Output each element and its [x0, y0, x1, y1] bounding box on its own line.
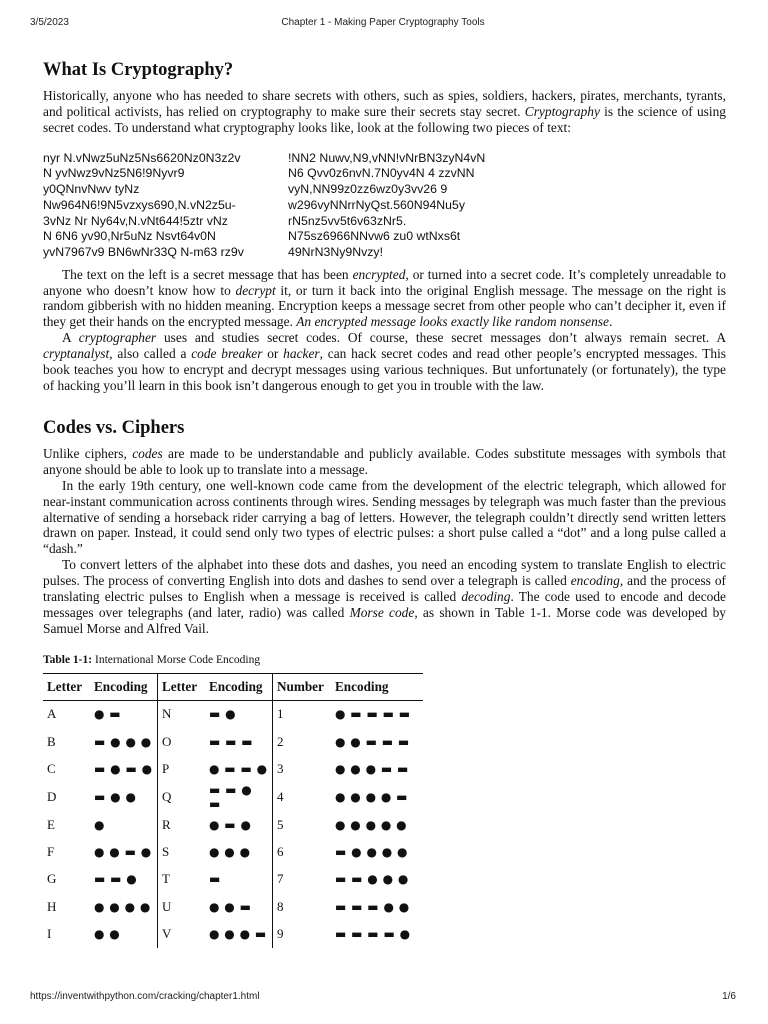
- emphasis-term: cryptographer: [78, 330, 157, 346]
- letter-cell: H: [47, 898, 57, 914]
- encoding-cell: ● ● ● ● ▬: [335, 789, 408, 804]
- number-cell: 2: [273, 728, 332, 755]
- text-run: , can hack secret codes and read other people’s encrypted messages. This book teaches you how to encrypt and decrypt messages using various techniques. But unfortunately (or fortunately), the type of hacking you’ll learn in this book isn’t dangerous enough to get you in trouble with the law.: [43, 346, 727, 393]
- emphasis-term: encrypted: [352, 266, 406, 282]
- text-run: Historically, anyone who has needed to share secrets with others, such as spies, soldiers, hackers, pirates, merchants, tyrants, and political activists, has relied on cryptography to make sure their secrets stay secret.: [43, 88, 726, 119]
- page-content: [43, 58, 726, 948]
- encoding-cell: ▬ ● ●: [94, 789, 137, 804]
- number-cell: 9: [273, 921, 332, 948]
- heading-what-is-cryptography: What Is Cryptography?: [43, 60, 234, 80]
- letter-cell: Q: [158, 783, 206, 811]
- emphasis-term: decrypt: [235, 282, 276, 298]
- table-row: [43, 866, 423, 893]
- letter-cell: F: [47, 844, 55, 860]
- letter-cell: C: [47, 761, 56, 777]
- table-row: [43, 921, 423, 948]
- encoding-cell: ● ● ● ▬: [209, 927, 267, 942]
- encoding-cell: ● ● ▬: [209, 899, 252, 914]
- number-cell: 7: [273, 866, 332, 893]
- heading-codes-vs-ciphers: Codes vs. Ciphers: [43, 417, 185, 438]
- cipher-line: y0QNnvNwv tyNz: [43, 182, 140, 197]
- paragraph-encoding: [43, 557, 726, 637]
- encoding-cell: ▬ ● ▬ ●: [94, 762, 153, 777]
- text-run: it, or turn it back into the original English message. The message on the right is random gibberish with no hidden meaning. Encryption keeps a message secret from other people who can’t decipher it, even if they get their hands on the encrypted message.: [43, 282, 726, 330]
- number-cell: 6: [273, 838, 332, 865]
- number-cell: 1: [273, 700, 332, 728]
- encoding-cell: ● ● ● ●: [94, 899, 151, 914]
- text-run: To convert letters of the alphabet into these dots and dashes, you need an encoding system to translate English to electric pulses. The process of converting English into dots and dashes to send over a telegraph is called: [43, 557, 726, 589]
- emphasis-term: codes: [132, 445, 163, 461]
- table-row: [43, 783, 423, 811]
- encoding-cell: ▬ ●: [209, 707, 237, 722]
- encoding-cell: ▬ ▬ ▬: [209, 734, 254, 749]
- number-cell: 4: [273, 783, 332, 811]
- encoding-cell: ▬ ▬ ▬ ● ●: [335, 899, 410, 914]
- encoding-cell: ▬: [209, 872, 221, 887]
- cipher-line: yvN7967v9 BN6wNr33Q N-m63 rz9v: [43, 244, 244, 259]
- emphasis-term: cryptanalyst: [43, 346, 110, 362]
- text-run: , as shown in Table 1-1. Morse code was developed by Samuel Morse and Alfred Vail.: [43, 604, 726, 636]
- emphasis-term: code breaker: [191, 346, 263, 362]
- encoding-cell: ● ● ●: [209, 845, 251, 860]
- letter-cell: R: [158, 811, 206, 838]
- encoding-cell: ● ▬: [94, 707, 122, 722]
- encrypted-text-block: [43, 151, 288, 261]
- cipher-example: [43, 151, 726, 261]
- letter-cell: S: [158, 838, 206, 865]
- table-row: [43, 811, 423, 838]
- encoding-cell: ● ▬ ▬ ▬ ▬: [335, 707, 411, 722]
- table-row: [43, 728, 423, 755]
- text-run: Unlike ciphers,: [43, 445, 133, 461]
- letter-cell: O: [158, 728, 206, 755]
- cipher-line: nyr N.vNwz5uNz5Ns6620Nz0N3z2v: [43, 150, 241, 165]
- morse-code-table: [43, 673, 423, 948]
- header-letter: Letter: [43, 673, 90, 700]
- encoding-cell: ● ● ● ▬ ▬: [335, 762, 409, 777]
- print-url: https://inventwithpython.com/cracking/chapter1.html: [30, 991, 260, 1002]
- encoding-cell: ▬ ▬ ▬ ▬ ●: [335, 927, 411, 942]
- text-run: . The code used to encode and decode messages over telegraphs (and later, radio) was called: [43, 589, 727, 620]
- encoding-cell: ● ▬ ▬ ●: [209, 762, 268, 777]
- header-encoding: Encoding: [331, 673, 423, 700]
- print-header: [30, 17, 736, 31]
- paragraph-codes: [43, 446, 726, 478]
- gibberish-text-block: [288, 151, 485, 261]
- letter-cell: U: [158, 893, 206, 920]
- text-run: The text on the left is a secret message that has been: [62, 266, 353, 282]
- cipher-line: Nw964N6!9N5vzxys690,N.vN2z5u-: [43, 197, 236, 212]
- header-number: Number: [273, 673, 332, 700]
- text-run: , and the process of translating electric pulses to English when a message is received is called: [43, 573, 727, 605]
- text-run: uses and studies secret codes. Of course, these secret messages don’t always remain secret. A: [156, 330, 727, 346]
- table-row: [43, 838, 423, 865]
- letter-cell: E: [47, 816, 55, 832]
- text-run: , or turned into a secret code. It’s completely unreadable to anyone who doesn’t know how to: [43, 266, 726, 298]
- cipher-line: w296vyNNrrNyQst.560N94Nu5y: [288, 197, 466, 212]
- text-run: or: [262, 346, 284, 362]
- print-date: 3/5/2023: [30, 17, 69, 28]
- letter-cell: T: [158, 866, 206, 893]
- letter-cell: I: [47, 926, 52, 942]
- encoding-cell: ▬ ▬ ●: [94, 872, 138, 887]
- encoding-cell: ● ● ▬ ●: [94, 845, 152, 860]
- encoding-cell: ●: [94, 817, 105, 832]
- letter-cell: A: [47, 706, 57, 722]
- header-encoding: Encoding: [205, 673, 273, 700]
- cipher-line: 3vNz Nr Ny64v,N.vNt644!5ztr vNz: [43, 213, 228, 228]
- page-number: 1/6: [722, 991, 736, 1002]
- emphasis-term: decoding: [461, 589, 511, 605]
- encoding-cell: ● ▬ ●: [209, 817, 252, 832]
- table-caption: [43, 653, 726, 667]
- emphasis-term: hacker: [283, 346, 320, 362]
- text-run: .: [608, 314, 613, 330]
- cipher-line: N75sz6966NNvw6 zu0 wtNxs6t: [288, 229, 461, 244]
- print-title: Chapter 1 - Making Paper Cryptography Tools: [281, 17, 485, 28]
- encoding-cell: ▬ ▬ ● ▬: [209, 782, 253, 811]
- encoding-cell: ● ● ● ● ●: [335, 817, 408, 832]
- text-run: is the science of using secret codes. To understand what cryptography looks like, look at the following two pieces of text:: [43, 103, 726, 135]
- emphasis-term: An encrypted message looks exactly like random nonsense: [296, 314, 609, 330]
- text-run: , also called a: [109, 346, 192, 362]
- table-row: [43, 893, 423, 920]
- paragraph-telegraph: In the early 19th century, one well-known code came from the development of the electric telegraph, which allowed for near-instant communication across continents through wires. Sending messages by telegraph was much faster than the previous alternative of sending a horseback rider carrying a bag of letters. However, the telegraph couldn’t directly send written letters drawn on paper. Instead, it could send only two types of electric pulses: a short pulse called a “dot” and a long pulse called a “dash.”: [43, 477, 726, 557]
- letter-cell: G: [47, 871, 57, 887]
- number-cell: 5: [273, 811, 332, 838]
- paragraph-cryptographer: [43, 330, 726, 394]
- header-encoding: Encoding: [90, 673, 158, 700]
- cipher-line: 49NrN3Ny9Nvzy!: [288, 244, 383, 259]
- cipher-line: rN5nz5vv5t6v63zNr5.: [288, 213, 407, 228]
- encoding-cell: ● ●: [94, 927, 121, 942]
- paragraph-encrypted: [43, 267, 726, 331]
- emphasis-term: Cryptography: [524, 103, 600, 119]
- table-caption-text: International Morse Code Encoding: [92, 653, 261, 666]
- encoding-cell: ▬ ▬ ● ● ●: [335, 872, 409, 887]
- letter-cell: V: [158, 921, 206, 948]
- number-cell: 8: [273, 893, 332, 920]
- letter-cell: P: [158, 756, 206, 783]
- table-caption-label: Table 1-1:: [43, 653, 93, 666]
- text-run: are made to be understandable and publicly available. Codes substitute messages with symbols that anyone should be able to look up to translate into a message.: [43, 445, 726, 477]
- cipher-line: N6 Qvv0z6nvN.7N0yv4N 4 zzvNN: [288, 166, 475, 181]
- encoding-cell: ● ● ▬ ▬ ▬: [335, 734, 410, 749]
- cipher-line: N 6N6 yv90,Nr5uNz Nsvt64v0N: [43, 229, 216, 244]
- encoding-cell: ▬ ● ● ●: [94, 734, 152, 749]
- morse-table-body: [43, 700, 423, 948]
- table-header-row: [43, 673, 423, 700]
- cipher-line: vyN,NN99z0zz6wz0y3vv26 9: [288, 182, 448, 197]
- letter-cell: D: [47, 788, 57, 804]
- cipher-line: !NN2 Nuwv,N9,vNN!vNrBN3zyN4vN: [288, 150, 486, 165]
- text-run: A: [62, 330, 79, 346]
- encoding-cell: ▬ ● ● ● ●: [335, 845, 408, 860]
- letter-cell: B: [47, 733, 56, 749]
- emphasis-term: encoding: [570, 573, 620, 589]
- print-footer: [30, 991, 736, 1005]
- number-cell: 3: [273, 756, 332, 783]
- table-row: [43, 700, 423, 728]
- cipher-line: N yvNwz9vNz5N6!9Nyvr9: [43, 166, 185, 181]
- table-row: [43, 756, 423, 783]
- intro-paragraph: [43, 88, 726, 136]
- letter-cell: N: [158, 700, 206, 728]
- header-letter: Letter: [158, 673, 206, 700]
- emphasis-term: Morse code: [349, 604, 415, 620]
